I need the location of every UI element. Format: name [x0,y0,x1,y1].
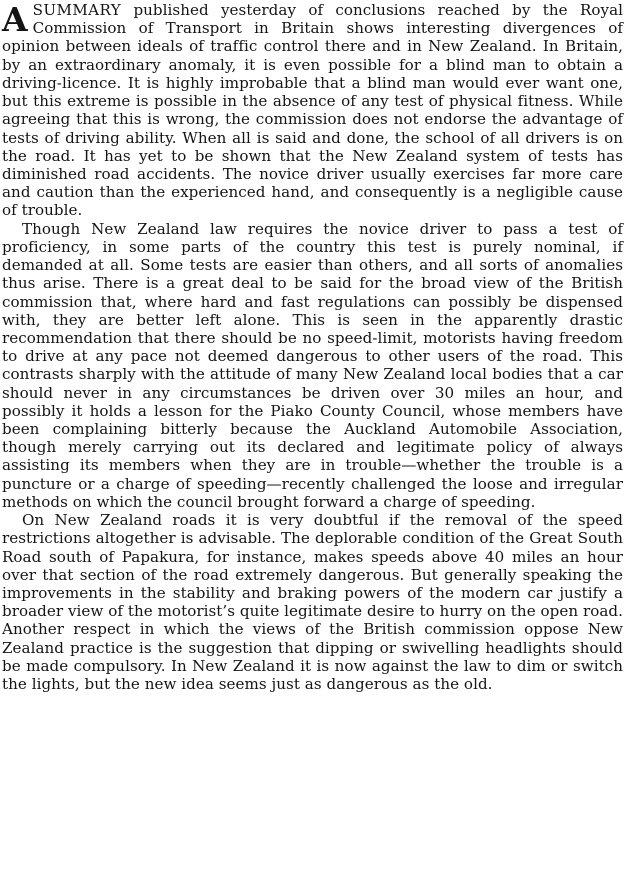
paragraph-1-text: published yesterday of conclusions reached by the Royal Commission of Transport in Britain shows interesting divergences of opinion between ideals of traffic control there and in New Zealand. In Britain, by an extraordinary anomaly, it is even possible for a blind man to obtain a driving-licence. It is highly improbable that a blind man would ever want one, but this extreme is possible in the absence of any test of physical fitness. While agreeing that this is wrong, the commission does not endorse the advantage of tests of driving ability. When all is said and done, the school of all drivers is on the road. It has yet to be shown that the New Zealand system of tests has diminished road accidents. The novice driver usually exercises far more care and caution than the experienced hand, and consequently is a negligible cause of trouble. [2,1,623,220]
paragraph-3: On New Zealand roads it is very doubtful if the removal of the speed restrictions altogether is advisable. The deplorable condition of the Great South Road south of Papakura, for instance, makes speeds above 40 miles an hour over that section of the road extremely dangerous. But generally speaking the improvements in the stability and braking powers of the modern car justify a broader view of the motorist’s quite legitimate desire to hurry on the open road. Another respect in which the views of the British commission oppose New Zealand practice is the suggestion that dipping or swivelling headlights should be made compulsory. In New Zealand it is now against the law to dim or switch the lights, but the new idea seems just as dangerous as the old. [2,511,623,694]
drop-cap: A [2,0,28,39]
paragraph-2: Though New Zealand law requires the novice driver to pass a test of proficiency, in some parts of the country this test is purely nominal, if demanded at all. Some tests are easier than others, and all sorts of anomalies thus arise. There is a great deal to be said for the broad view of the British commission that, where hard and fast regulations can possibly be dispensed with, they are better left alone. This is seen in the apparently drastic recommendation that there should be no speed-limit, motorists having freedom to drive at any pace not deemed dangerous to other users of the road. This contrasts sharply with the attitude of many New Zealand local bodies that a car should never in any circumstances be driven over 30 miles an hour, and possibly it holds a lesson for the Piako County Council, whose members have been complaining bitterly because the Auckland Automobile Association, though merely carrying out its declared and legitimate policy of always assisting its members when they are in trouble—whether the trouble is a puncture or a charge of speeding—recently challenged the loose and irregular methods on which the council brought forward a charge of speeding. [2,219,623,511]
lead-word: SUMMARY [32,1,122,19]
paragraph-1 [2,1,623,220]
